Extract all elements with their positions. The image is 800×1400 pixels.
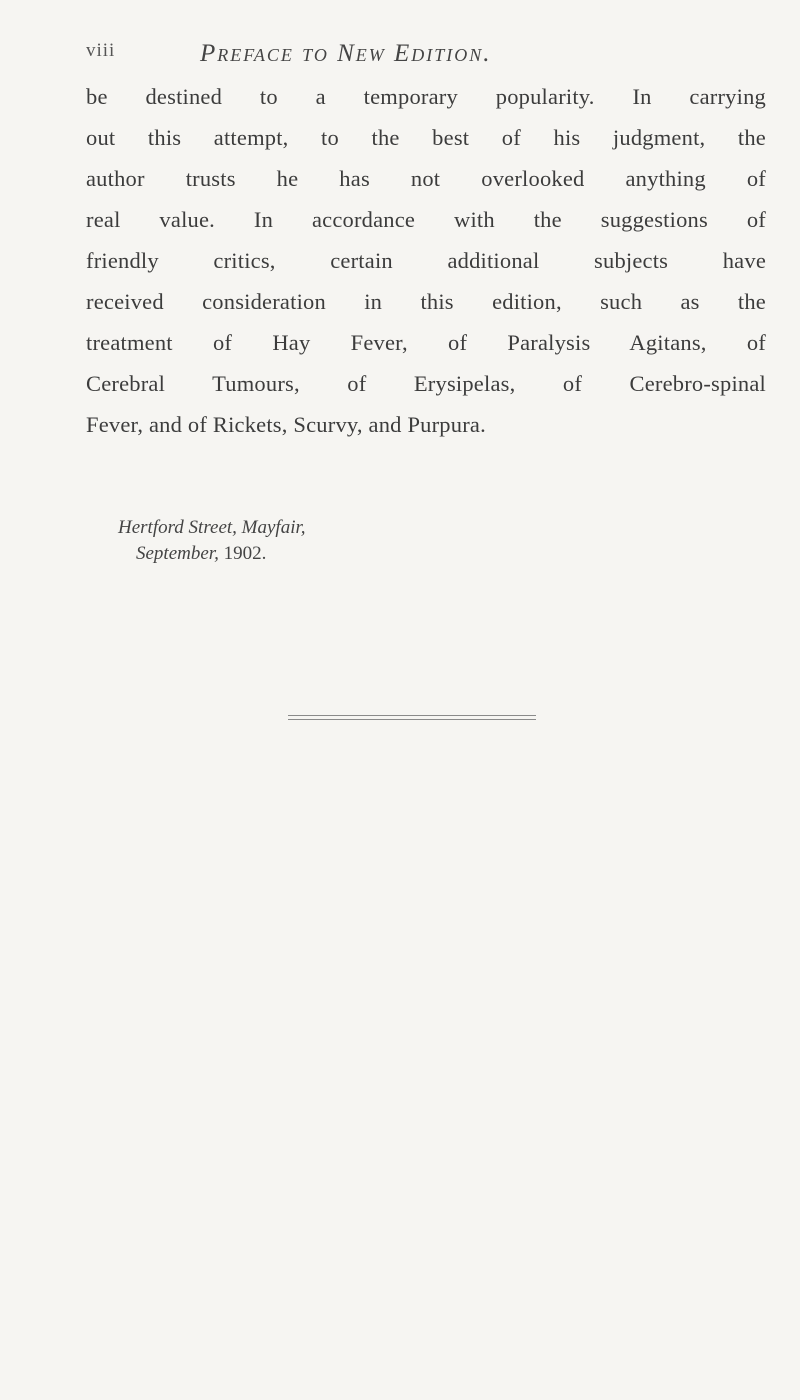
text-line: friendly critics, certain additional subjects have bbox=[86, 248, 766, 273]
text-line: real value. In accordance with the suggestions of bbox=[86, 207, 766, 232]
preface-paragraph bbox=[86, 76, 766, 445]
closing-rule bbox=[288, 719, 536, 720]
signature-block bbox=[118, 515, 306, 567]
text-line: received consideration in this edition, such as the bbox=[86, 289, 766, 314]
text-line: out this attempt, to the best of his judgment, the bbox=[86, 125, 766, 150]
signature-month: September, bbox=[136, 543, 219, 564]
signature-date bbox=[118, 541, 306, 567]
text-line: be destined to a temporary popularity. In carrying bbox=[86, 84, 766, 109]
signature-year: 1902. bbox=[223, 543, 267, 564]
page-number: viii bbox=[86, 40, 116, 61]
text-line: treatment of Hay Fever, of Paralysis Agitans, of bbox=[86, 330, 766, 355]
text-line: Fever, and of Rickets, Scurvy, and Purpura. bbox=[86, 412, 486, 437]
text-line: author trusts he has not overlooked anything of bbox=[86, 166, 766, 191]
closing-rule bbox=[288, 715, 536, 716]
running-title: Preface to New Edition. bbox=[200, 40, 492, 67]
text-line: Cerebral Tumours, of Erysipelas, of Cerebro-spinal bbox=[86, 371, 766, 396]
signature-address: Hertford Street, Mayfair, bbox=[118, 517, 306, 538]
